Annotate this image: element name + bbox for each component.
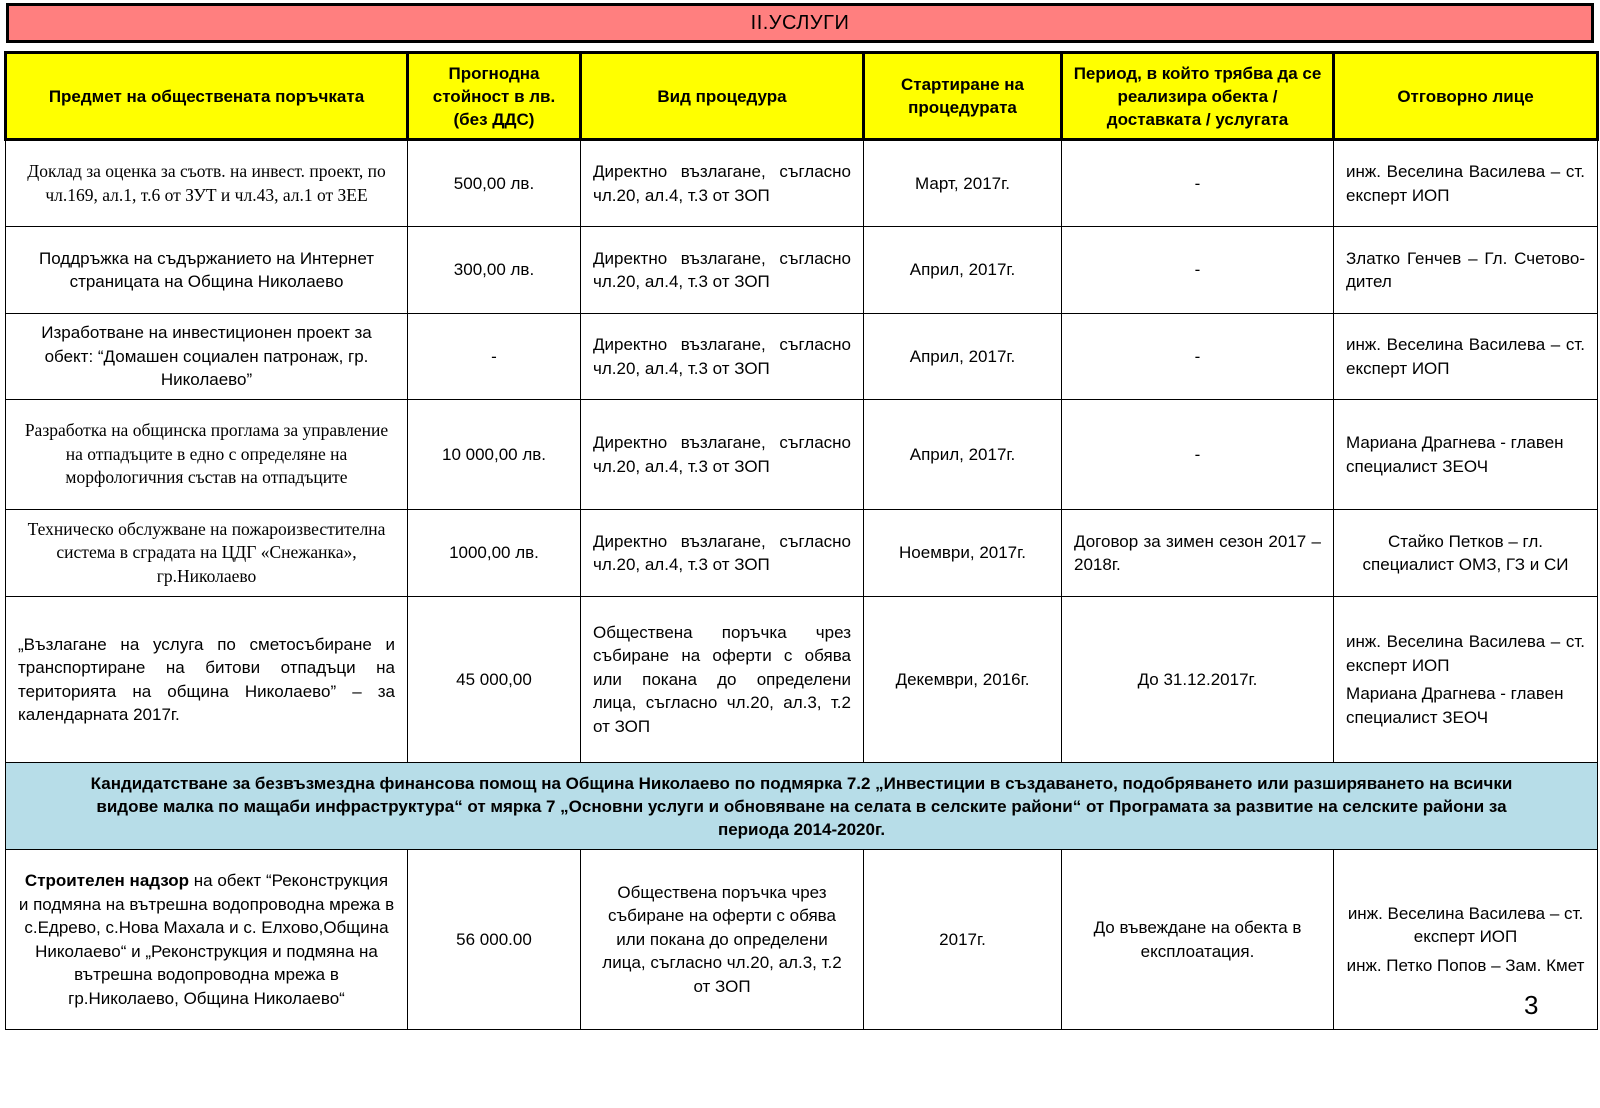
table-row	[6, 400, 1598, 510]
cell-value: 500,00 лв.	[408, 140, 581, 227]
cell-period: Договор за зимен сезон 2017 – 2018г.	[1062, 510, 1334, 597]
cell-period: -	[1062, 400, 1334, 510]
table-row	[6, 510, 1598, 597]
cell-period: -	[1062, 314, 1334, 400]
cell-start: Декември, 2016г.	[864, 597, 1062, 763]
responsible-name-2: инж. Петко Попов – Зам. Кмет	[1346, 955, 1585, 975]
cell-procedure: Директно възлагане, съгласно чл.20, ал.4, т.3 от ЗОП	[581, 140, 864, 227]
table-row	[6, 140, 1598, 227]
cell-start: Ноември, 2017г.	[864, 510, 1062, 597]
cell-subject: Разработка на общинска проглама за управление на отпадъците в едно с определяне на морфологичния състав на отпадъците	[6, 400, 408, 510]
cell-value: 1000,00 лв.	[408, 510, 581, 597]
cell-period: До въвеждане на обекта в експлоатация.	[1062, 850, 1334, 1030]
funding-band-row	[6, 763, 1598, 850]
cell-procedure: Директно възлагане, съгласно чл.20, ал.4, т.3 от ЗОП	[581, 400, 864, 510]
header-start: Стартиране на процедурата	[864, 53, 1062, 140]
cell-responsible	[1334, 140, 1598, 227]
cell-period: До 31.12.2017г.	[1062, 597, 1334, 763]
cell-subject: „Възлагане на услуга по сметосъбиране и транспортиране на битови отпадъци на територията на община Николаево” – за календарната 2017г.	[6, 597, 408, 763]
cell-value: 45 000,00	[408, 597, 581, 763]
cell-responsible	[1334, 850, 1598, 1030]
cell-subject: Изработване на инвестиционен проект за обект: “Домашен социален патронаж, гр. Николаево”	[6, 314, 408, 400]
cell-responsible	[1334, 597, 1598, 763]
cell-procedure: Обществена поръчка чрез събиране на оферти с обява или покана до определени лица, съгласно чл.20, ал.3, т.2 от ЗОП	[581, 597, 864, 763]
responsible-name: инж. Веселина Василева – ст. експерт ИОП	[1346, 335, 1585, 378]
cell-procedure: Обществена поръчка чрез събиране на оферти с обява или покана до определени лица, съгласно чл.20, ал.3, т.2 от ЗОП	[581, 850, 864, 1030]
cell-procedure: Директно възлагане, съгласно чл.20, ал.4, т.3 от ЗОП	[581, 314, 864, 400]
cell-start: Април, 2017г.	[864, 400, 1062, 510]
cell-value: 56 000.00	[408, 850, 581, 1030]
table-row	[6, 227, 1598, 314]
cell-value: 10 000,00 лв.	[408, 400, 581, 510]
header-subject: Предмет на обществената поръчката	[6, 53, 408, 140]
subject-bold: Строителен надзор	[24, 871, 190, 890]
responsible-name: инж. Веселина Василева – ст. експерт ИОП	[1346, 632, 1585, 675]
responsible-name: Стайко Петков – гл. специалист ОМЗ, ГЗ и СИ	[1362, 531, 1569, 574]
cell-procedure: Директно възлагане, съгласно чл.20, ал.4, т.3 от ЗОП	[581, 510, 864, 597]
section-title: II.УСЛУГИ	[6, 3, 1594, 43]
responsible-name: инж. Веселина Василева – ст. експерт ИОП	[1346, 162, 1585, 205]
cell-responsible	[1334, 314, 1598, 400]
cell-start: Април, 2017г.	[864, 314, 1062, 400]
header-period: Период, в който трябва да се реализира обекта / доставката / услугата	[1062, 53, 1334, 140]
cell-responsible	[1334, 227, 1598, 314]
responsible-name: Златко Генчев – Гл. Счетово-дител	[1346, 248, 1585, 291]
cell-period: -	[1062, 140, 1334, 227]
cell-responsible	[1334, 510, 1598, 597]
responsible-name: Мариана Драгнева - главен специалист ЗЕОЧ	[1346, 433, 1564, 476]
header-responsible: Отговорно лице	[1334, 53, 1598, 140]
cell-subject	[6, 850, 408, 1030]
procurement-table	[4, 51, 1599, 1030]
responsible-name: инж. Веселина Василева – ст. експерт ИОП	[1347, 903, 1584, 947]
cell-subject: Техническо обслужване на пожароизвестителна система в сградата на ЦДГ «Снежанка», гр.Николаево	[6, 510, 408, 597]
header-row	[6, 53, 1598, 140]
cell-value: 300,00 лв.	[408, 227, 581, 314]
subject-rest: на обект “Реконструкция и подмяна на вътрешна водопроводна мрежа в с.Едрево, с.Нова Махала и с. Елхово,Община Николаево“ и „Реконструкция и подмяна на вътрешна водопроводна мрежа в гр.Николаево, Община Николаево“	[18, 871, 395, 1008]
table-row	[6, 850, 1598, 1030]
funding-band: Кандидатстване за безвъзмездна финансова помощ на Община Николаево по подмярка 7.2 „Инвестиции в създаването, подобряването или разширяването на всички видове малка по мащаби инфраструктура“ от мярка 7 „Основни услуги и обновяване на селата в селските райони“ от Програмата за развитие на селските райони за периода 2014-2020г.	[6, 763, 1598, 850]
cell-responsible	[1334, 400, 1598, 510]
cell-start: 2017г.	[864, 850, 1062, 1030]
header-value: Прогнодна стойност в лв. (без ДДС)	[408, 53, 581, 140]
cell-value: -	[408, 314, 581, 400]
cell-start: Април, 2017г.	[864, 227, 1062, 314]
cell-procedure: Директно възлагане, съгласно чл.20, ал.4, т.3 от ЗОП	[581, 227, 864, 314]
header-procedure: Вид процедура	[581, 53, 864, 140]
cell-subject: Доклад за оценка за съотв. на инвест. проект, по чл.169, ал.1, т.6 от ЗУТ и чл.43, ал.1 от ЗЕЕ	[6, 140, 408, 227]
cell-subject: Поддръжка на съдържанието на Интернет страницата на Община Николаево	[6, 227, 408, 314]
responsible-name-2: Мариана Драгнева - главен специалист ЗЕОЧ	[1346, 684, 1564, 727]
page-number: 3	[1524, 990, 1539, 1020]
table-row	[6, 597, 1598, 763]
table-row	[6, 314, 1598, 400]
cell-start: Март, 2017г.	[864, 140, 1062, 227]
cell-period: -	[1062, 227, 1334, 314]
